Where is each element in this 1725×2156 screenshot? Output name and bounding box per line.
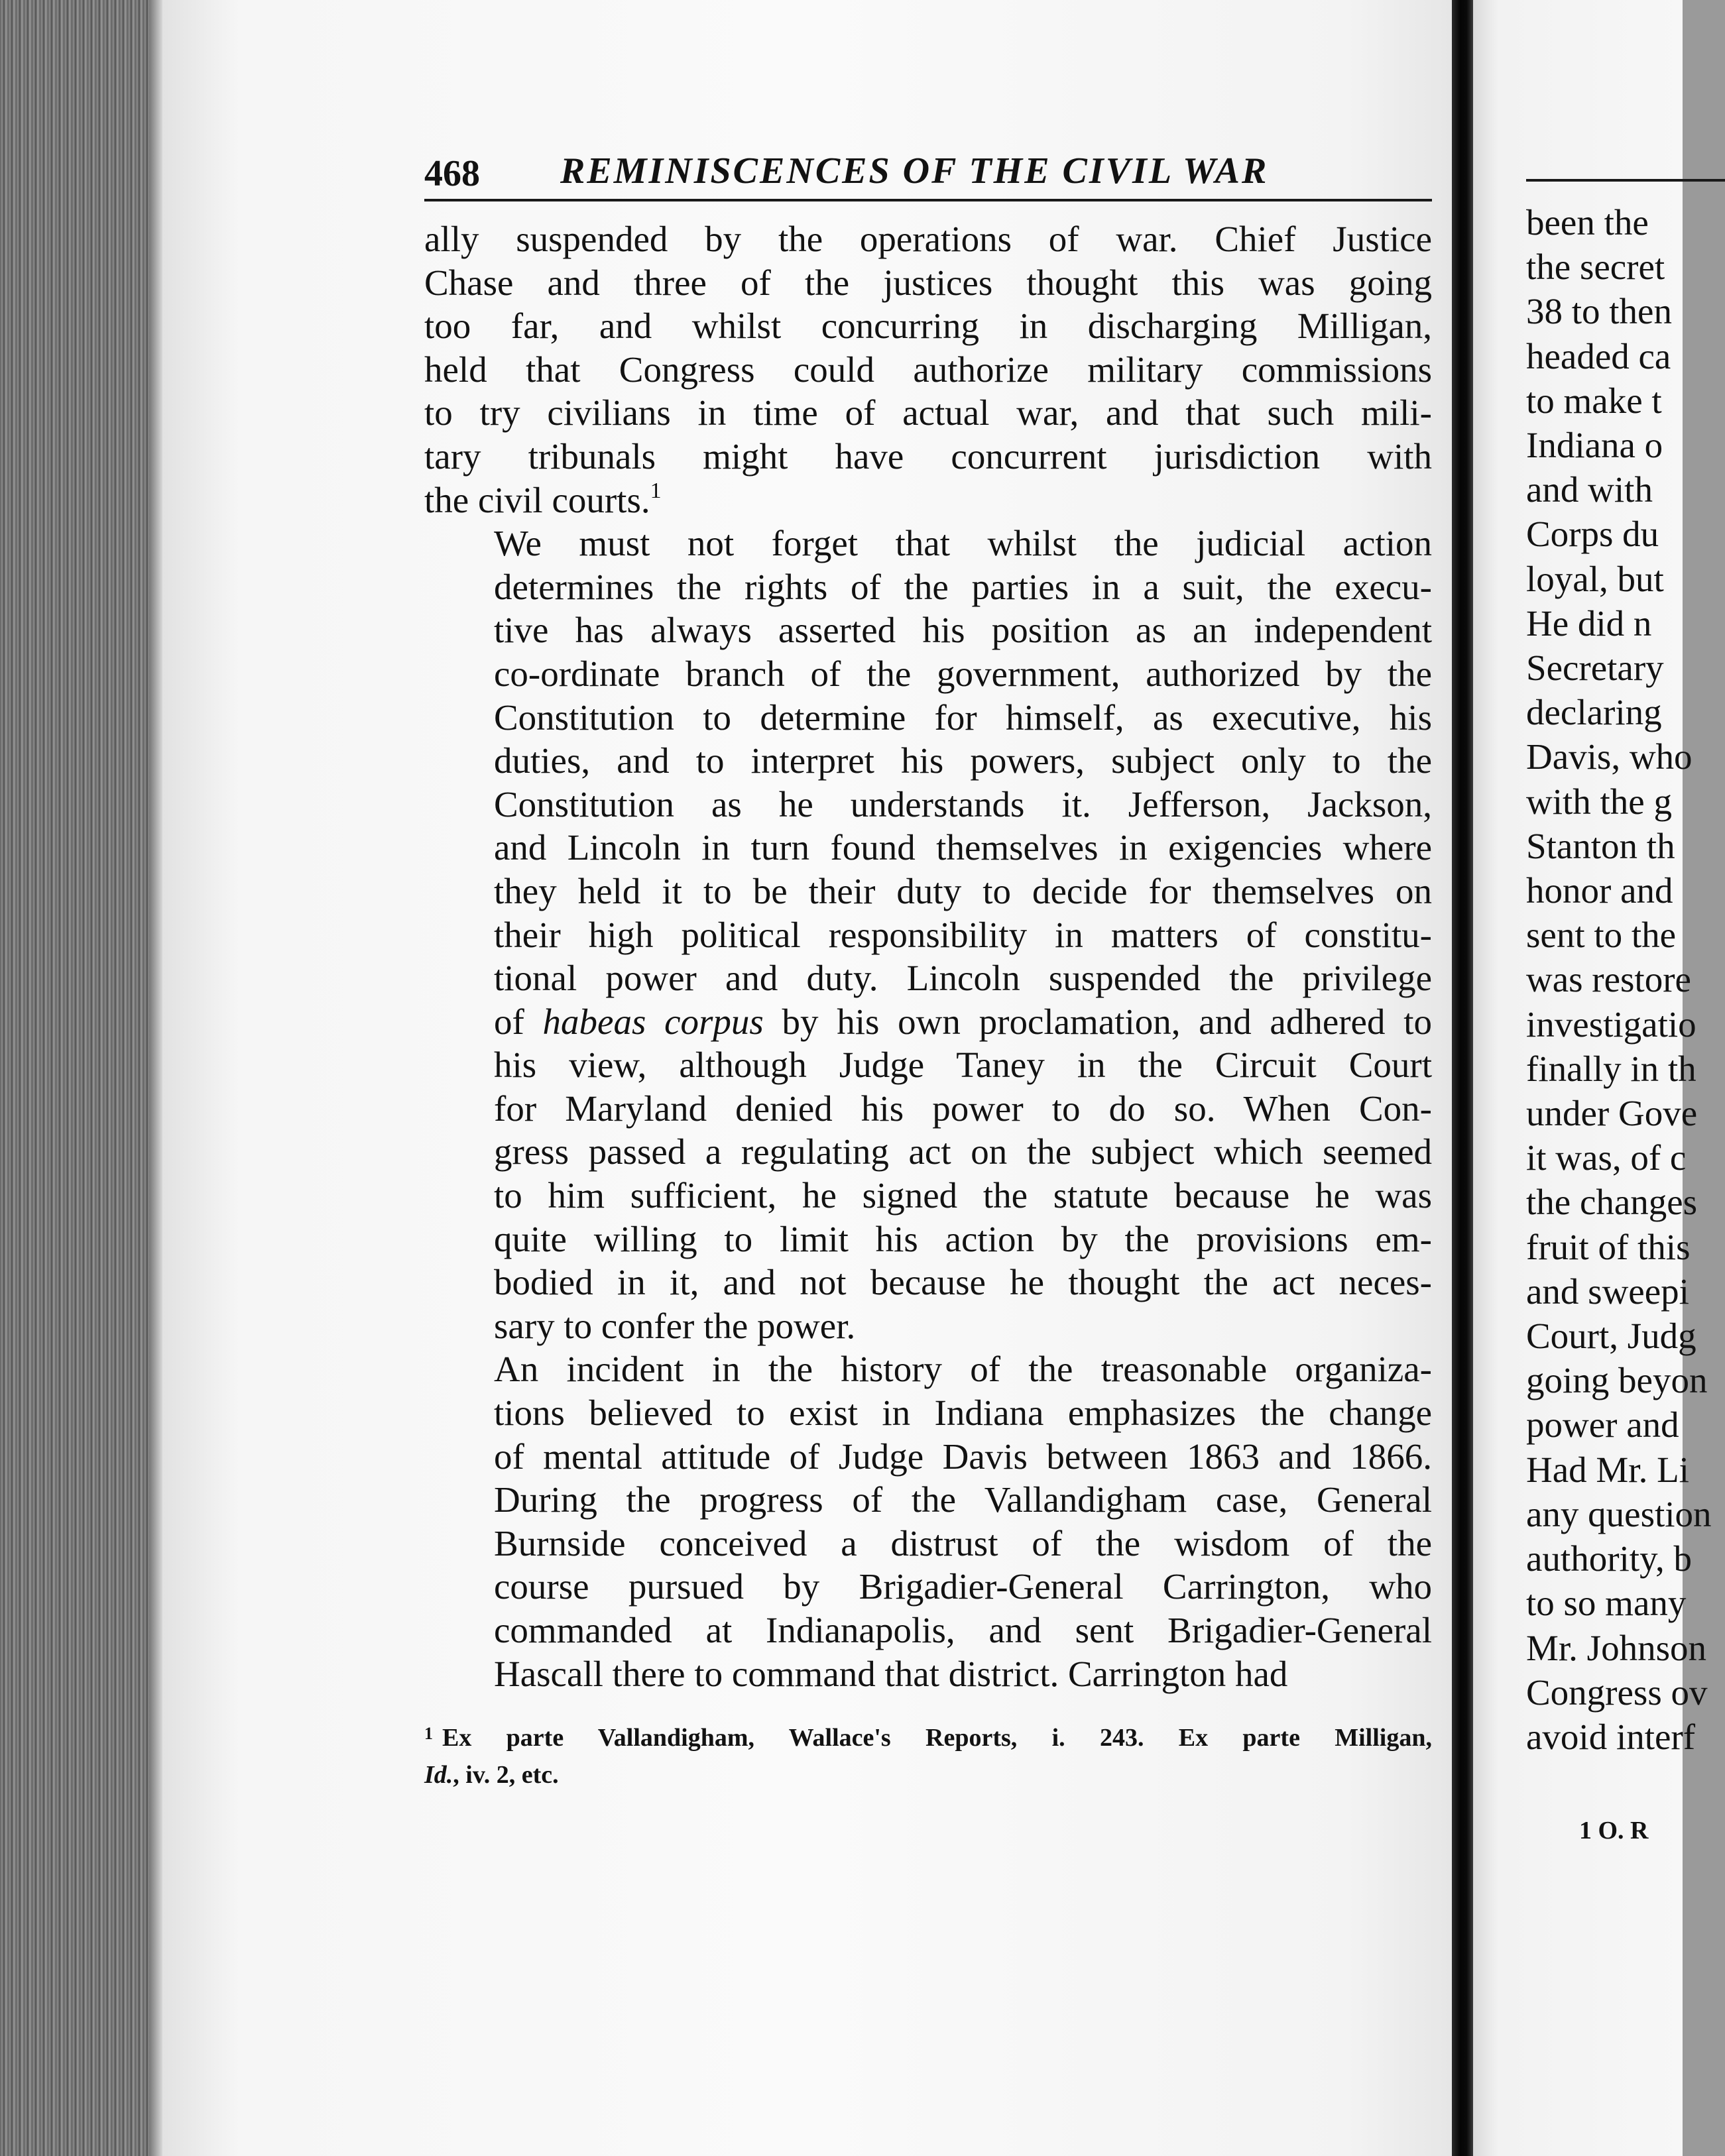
right-text-line: with the g (1526, 781, 1672, 822)
right-text-line: any question (1526, 1493, 1712, 1534)
text-line: duties, and to interpret his powers, subject only to the (494, 740, 1432, 781)
text-line: Burnside conceived a distrust of the wisdom of the (494, 1522, 1432, 1563)
text-line: determines the rights of the parties in a suit, the execu- (494, 566, 1432, 607)
right-text-line: it was, of c (1526, 1137, 1687, 1178)
right-text-line: avoid interf (1526, 1716, 1696, 1757)
text-line: We must not forget that whilst the judicial action (494, 523, 1432, 564)
page-number: 468 (424, 153, 480, 194)
right-text-line: Congress ov (1526, 1672, 1708, 1713)
text-line: for Maryland denied his power to do so. When Con- (494, 1088, 1432, 1129)
text-line: Constitution as he understands it. Jefferson, Jackson, (494, 783, 1432, 824)
right-text-line: Court, Judg (1526, 1316, 1696, 1357)
paragraph (424, 522, 1432, 1347)
text-line: to try civilians in time of actual war, and that such mili- (424, 392, 1432, 433)
right-text-line: authority, b (1526, 1538, 1692, 1579)
book-gutter (1452, 0, 1473, 2156)
right-text-line: the secret (1526, 247, 1665, 288)
italic-abbrev: Id. (424, 1761, 453, 1789)
footnote-number: 1 (424, 1724, 433, 1744)
right-text-line: and with (1526, 469, 1653, 510)
text-line: Constitution to determine for himself, as executive, his (494, 697, 1432, 738)
right-text-line: fruit of this (1526, 1226, 1691, 1267)
text-line: their high political responsibility in matters of constitu- (494, 914, 1432, 955)
right-page-text (1526, 200, 1712, 1759)
right-text-line: investigatio (1526, 1003, 1696, 1045)
right-text-line: to so many (1526, 1583, 1687, 1624)
right-text-line: Secretary (1526, 648, 1664, 689)
right-text-line: headed ca (1526, 335, 1671, 376)
text-line: sary to confer the power. (494, 1305, 856, 1346)
footnote-line: $^1$ Ex parte Vallandigham, Wallace's Reports, i. 243. Ex parte Milligan, (424, 1724, 1432, 1752)
right-text-line: declaring (1526, 692, 1662, 733)
italic-phrase: habeas corpus (542, 1001, 764, 1042)
text-line: tional power and duty. Lincoln suspended the privilege (494, 958, 1432, 999)
text-line: Chase and three of the justices thought this was going (424, 262, 1432, 303)
right-running-head-rule (1526, 179, 1725, 182)
text-line: held that Congress could authorize military commissions (424, 349, 1432, 390)
paragraph (424, 1347, 1432, 1695)
right-footnote-fragment: 1 O. R (1579, 1817, 1649, 1844)
right-text-line: 38 to then (1526, 291, 1672, 332)
right-text-line: under Gove (1526, 1093, 1698, 1134)
text-line: too far, and whilst concurring in discharging Milligan, (424, 306, 1432, 347)
text-line: quite willing to limit his action by the provisions em- (494, 1218, 1432, 1259)
right-text-line: loyal, but (1526, 558, 1664, 599)
text-line: his view, although Judge Taney in the Circuit Court (494, 1045, 1432, 1086)
paragraph (424, 217, 1432, 522)
text-line: ally suspended by the operations of war. Chief Justice (424, 219, 1432, 259)
right-text-line: and sweepi (1526, 1271, 1689, 1312)
text-line: course pursued by Brigadier-General Carrington, who (494, 1566, 1432, 1607)
right-text-line: was restore (1526, 959, 1691, 1000)
text-line: commanded at Indianapolis, and sent Brigadier-General (494, 1610, 1432, 1650)
left-page (162, 0, 1452, 2156)
right-text-line: the changes (1526, 1182, 1698, 1223)
left-page-content (424, 133, 1432, 1793)
right-text-line: Had Mr. Li (1526, 1449, 1689, 1490)
right-text-line: honor and (1526, 870, 1673, 911)
book-fore-edge (0, 0, 149, 2156)
text-line: tary tribunals might have concurrent jurisdiction with (424, 435, 1432, 477)
right-text-line: power and (1526, 1404, 1679, 1446)
right-text-line: Corps du (1526, 514, 1659, 555)
text-line: co-ordinate branch of the government, authorized by the (494, 653, 1432, 694)
right-text-line: He did n (1526, 602, 1652, 644)
running-head (424, 133, 1432, 201)
text-line: gress passed a regulating act on the subject which seemed (494, 1131, 1432, 1172)
text-line: and Lincoln in turn found themselves in exigencies where (494, 827, 1432, 868)
text-line: tions believed to exist in Indiana emphasizes the change (494, 1392, 1432, 1434)
text-line: During the progress of the Vallandigham case, General (494, 1479, 1432, 1520)
right-text-line: Indiana o (1526, 425, 1663, 466)
page-edge-shadow (149, 0, 162, 2156)
text-line: Hascall there to command that district. Carrington had (494, 1653, 1288, 1694)
right-page (1473, 0, 1712, 2156)
text-line: to him sufficient, he signed the statute because he was (494, 1175, 1432, 1216)
right-text-line: to make t (1526, 380, 1662, 421)
right-text-line: Mr. Johnson (1526, 1627, 1706, 1668)
body-text (424, 217, 1432, 1695)
right-text-line: finally in th (1526, 1048, 1696, 1089)
text-line: they held it to be their duty to decide for themselves on (494, 870, 1432, 911)
running-head-title: REMINISCENCES OF THE CIVIL WAR (560, 150, 1269, 192)
right-text-line: Davis, who (1526, 736, 1693, 777)
right-text-line: sent to the (1526, 915, 1677, 956)
right-text-line: been the (1526, 202, 1649, 243)
footnote-marker[interactable]: 1 (650, 478, 662, 503)
right-text-line: Stanton th (1526, 825, 1675, 866)
text-line: An incident in the history of the treasonable organiza- (494, 1349, 1432, 1390)
footnote-line: Id., iv. 2, etc. (424, 1761, 559, 1789)
text-line: of mental attitude of Judge Davis between 1863 and 1866. (494, 1436, 1432, 1477)
footnote (424, 1719, 1432, 1793)
text-line: bodied in it, and not because he thought the act neces- (494, 1262, 1432, 1303)
text-line: of habeas corpus by his own proclamation, and adhered to (494, 1001, 1432, 1042)
right-text-line: going beyon (1526, 1360, 1708, 1401)
text-line: tive has always asserted his position as an independent (494, 610, 1432, 651)
text-line: the civil courts.$^1$ (424, 478, 662, 520)
